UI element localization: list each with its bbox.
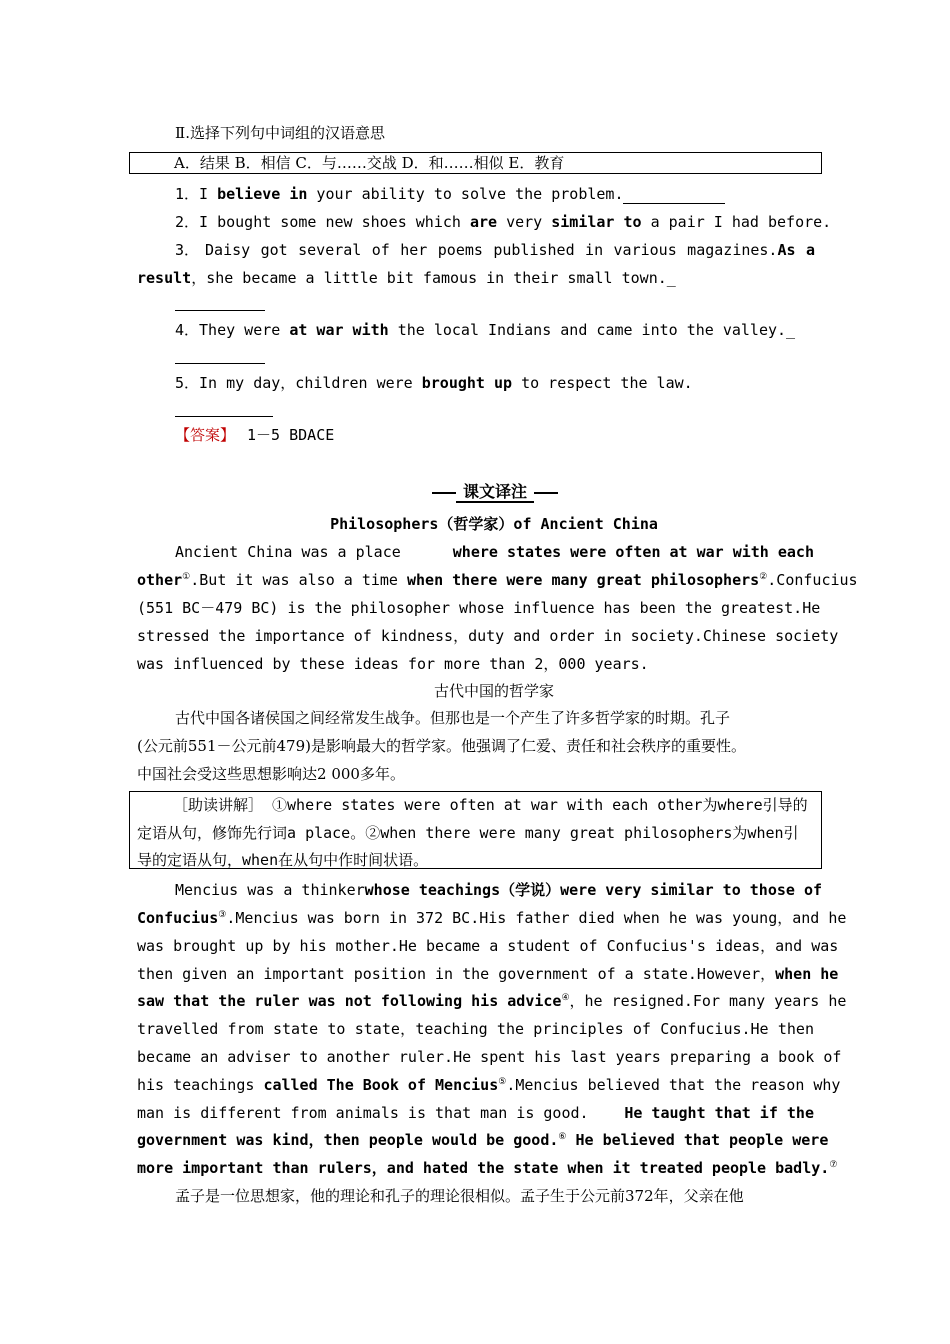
section-heading: Ⅱ.选择下列句中词组的汉语意思 [175,124,385,142]
note-line-3: 导的定语从句，when在从句中作时间状语。 [137,851,429,869]
phrase: government was kind，then people would be good. [137,1131,559,1149]
question-number: 2． [175,213,200,231]
translation-1-line-3: 中国社会受这些思想影响达2 000多年。 [137,765,405,783]
phrase: He believed that people were [566,1131,829,1149]
text: the local Indians and came into the valley._ [388,321,796,339]
phrase: are [469,213,498,231]
question-5 [175,373,693,393]
phrase: result [137,269,192,287]
paragraph-2-line-3: was brought up by his mother.He became a student of Confucius's ideas，and was [137,937,839,955]
paragraph-1-line-4: stressed the importance of kindness，duty and order in society.Chinese society [137,627,839,645]
paragraph-2-line-8 [137,1075,841,1095]
phrase: where states were often at war with each [452,543,814,561]
answer-label: 【答案】 [175,426,236,444]
answer-text: 1－5 BDACE [247,426,335,444]
question-3-line2 [137,268,676,288]
note-marker: ① [182,572,191,582]
paragraph-2-line-7: became an adviser to another ruler.He spent his last years preparing a book of [137,1048,842,1066]
paragraph-2-line-11 [137,1158,837,1178]
text: Mencius was a thinker [175,881,365,899]
banner-underline [456,501,534,503]
text: .Confucius [767,571,858,589]
text: Daisy got several of her poems published in various magazines. [205,241,778,259]
note-marker: ② [759,572,768,582]
banner-title: 课文译注 [456,482,534,502]
note-marker: ⑥ [558,1132,567,1142]
phrase: called The Book of Mencius [263,1076,499,1094]
translation-1-line-1: 古代中国各诸侯国之间经常发生战争。但那也是一个产生了许多哲学家的时期。孔子 [175,709,731,727]
article-title: Philosophers（哲学家）of Ancient China [330,515,658,533]
paragraph-2-line-2 [137,908,847,928]
text: ，he resigned.For many years he [569,992,847,1010]
paragraph-2-line-5 [137,991,847,1011]
phrase: whose teachings（学说）were very similar to those of [364,881,823,899]
answer-line [175,425,334,445]
translation-1-line-2: (公元前551－公元前479)是影响最大的哲学家。他强调了仁爱、责任和社会秩序的重要性。 [137,737,746,755]
banner-rule-left [432,492,456,494]
phrase: more important than rulers，and hated the state when it treated people badly. [137,1159,830,1177]
phrase: when there were many great philosophers [406,571,760,589]
paragraph-2-line-10 [137,1130,829,1150]
note-marker: ③ [218,910,227,920]
question-number: 3． [175,241,200,259]
text: ，she became a little bit famous in their small town._ [191,269,676,287]
text: a pair I had before. [641,213,832,231]
question-number: 4． [175,321,200,339]
paragraph-1-line-3: (551 BC－479 BC) is the philosopher whose influence has been the greatest.He [137,599,821,617]
note-line-2: 定语从句，修饰先行词a place。②when there were many great philosophers为when引 [137,824,799,842]
text: .But it was also a time [190,571,407,589]
translation-2-line-1: 孟子是一位思想家，他的理论和孔子的理论很相似。孟子生于公元前372年，父亲在他 [175,1187,744,1205]
note-marker: ④ [561,993,570,1003]
options-text: A．结果 B．相信 C．与……交战 D．和……相似 E．教育 [174,154,565,172]
text: his teachings [137,1076,264,1094]
section-banner [432,482,558,504]
text: I bought some new shoes which [199,213,470,231]
phrase: Confucius [137,909,219,927]
phrase: saw that the ruler was not following his advice [137,992,562,1010]
phrase: brought up [421,374,513,392]
question-2 [175,212,831,232]
note-line-1: ［助读讲解］ ①where states were often at war with each other为where引导的 [173,796,808,814]
phrase: believe in [217,185,308,203]
phrase: other [137,571,183,589]
paragraph-1-line-1 [175,542,814,562]
reading-note-box [129,791,822,869]
paragraph-2-line-1 [175,880,823,900]
phrase: As a [777,241,815,259]
question-number: 1． [175,185,200,203]
answer-blank[interactable] [175,416,273,417]
text: man is different from animals is that man is good. [137,1104,589,1122]
text: your ability to solve the problem. [307,185,624,203]
phrase: at war with [289,321,389,339]
note-marker: ⑤ [498,1077,507,1087]
text: then given an important position in the government of a state.However， [137,965,776,983]
text: .Mencius was born in 372 BC.His father died when he was young，and he [226,909,847,927]
text: Ancient China was a place [175,543,401,561]
answer-blank[interactable] [175,310,265,311]
answer-blank[interactable] [175,363,265,364]
text: to respect the law. [512,374,693,392]
banner-rule-right [534,492,558,494]
text [199,240,815,260]
paragraph-2-line-9 [137,1103,814,1123]
question-3-line1 [175,240,815,260]
paragraph-1-line-5: was influenced by these ideas for more than 2，000 years. [137,655,649,673]
text: They were [199,321,290,339]
note-marker: ⑦ [829,1160,838,1170]
phrase: when he [775,965,839,983]
question-number: 5． [175,374,200,392]
translation-title: 古代中国的哲学家 [433,682,554,700]
options-box [129,152,822,174]
text: very [497,213,552,231]
paragraph-1-line-2 [137,570,858,590]
phrase: He taught that if the [624,1104,814,1122]
paragraph-2-line-4 [137,964,839,984]
text: In my day，children were [199,374,422,392]
answer-blank[interactable] [623,189,725,204]
phrase: similar to [551,213,642,231]
paragraph-2-line-6: travelled from state to state，teaching the principles of Confucius.He then [137,1020,814,1038]
question-4 [175,320,795,340]
text: I [199,185,218,203]
text: .Mencius believed that the reason why [506,1076,841,1094]
question-1 [175,184,725,204]
